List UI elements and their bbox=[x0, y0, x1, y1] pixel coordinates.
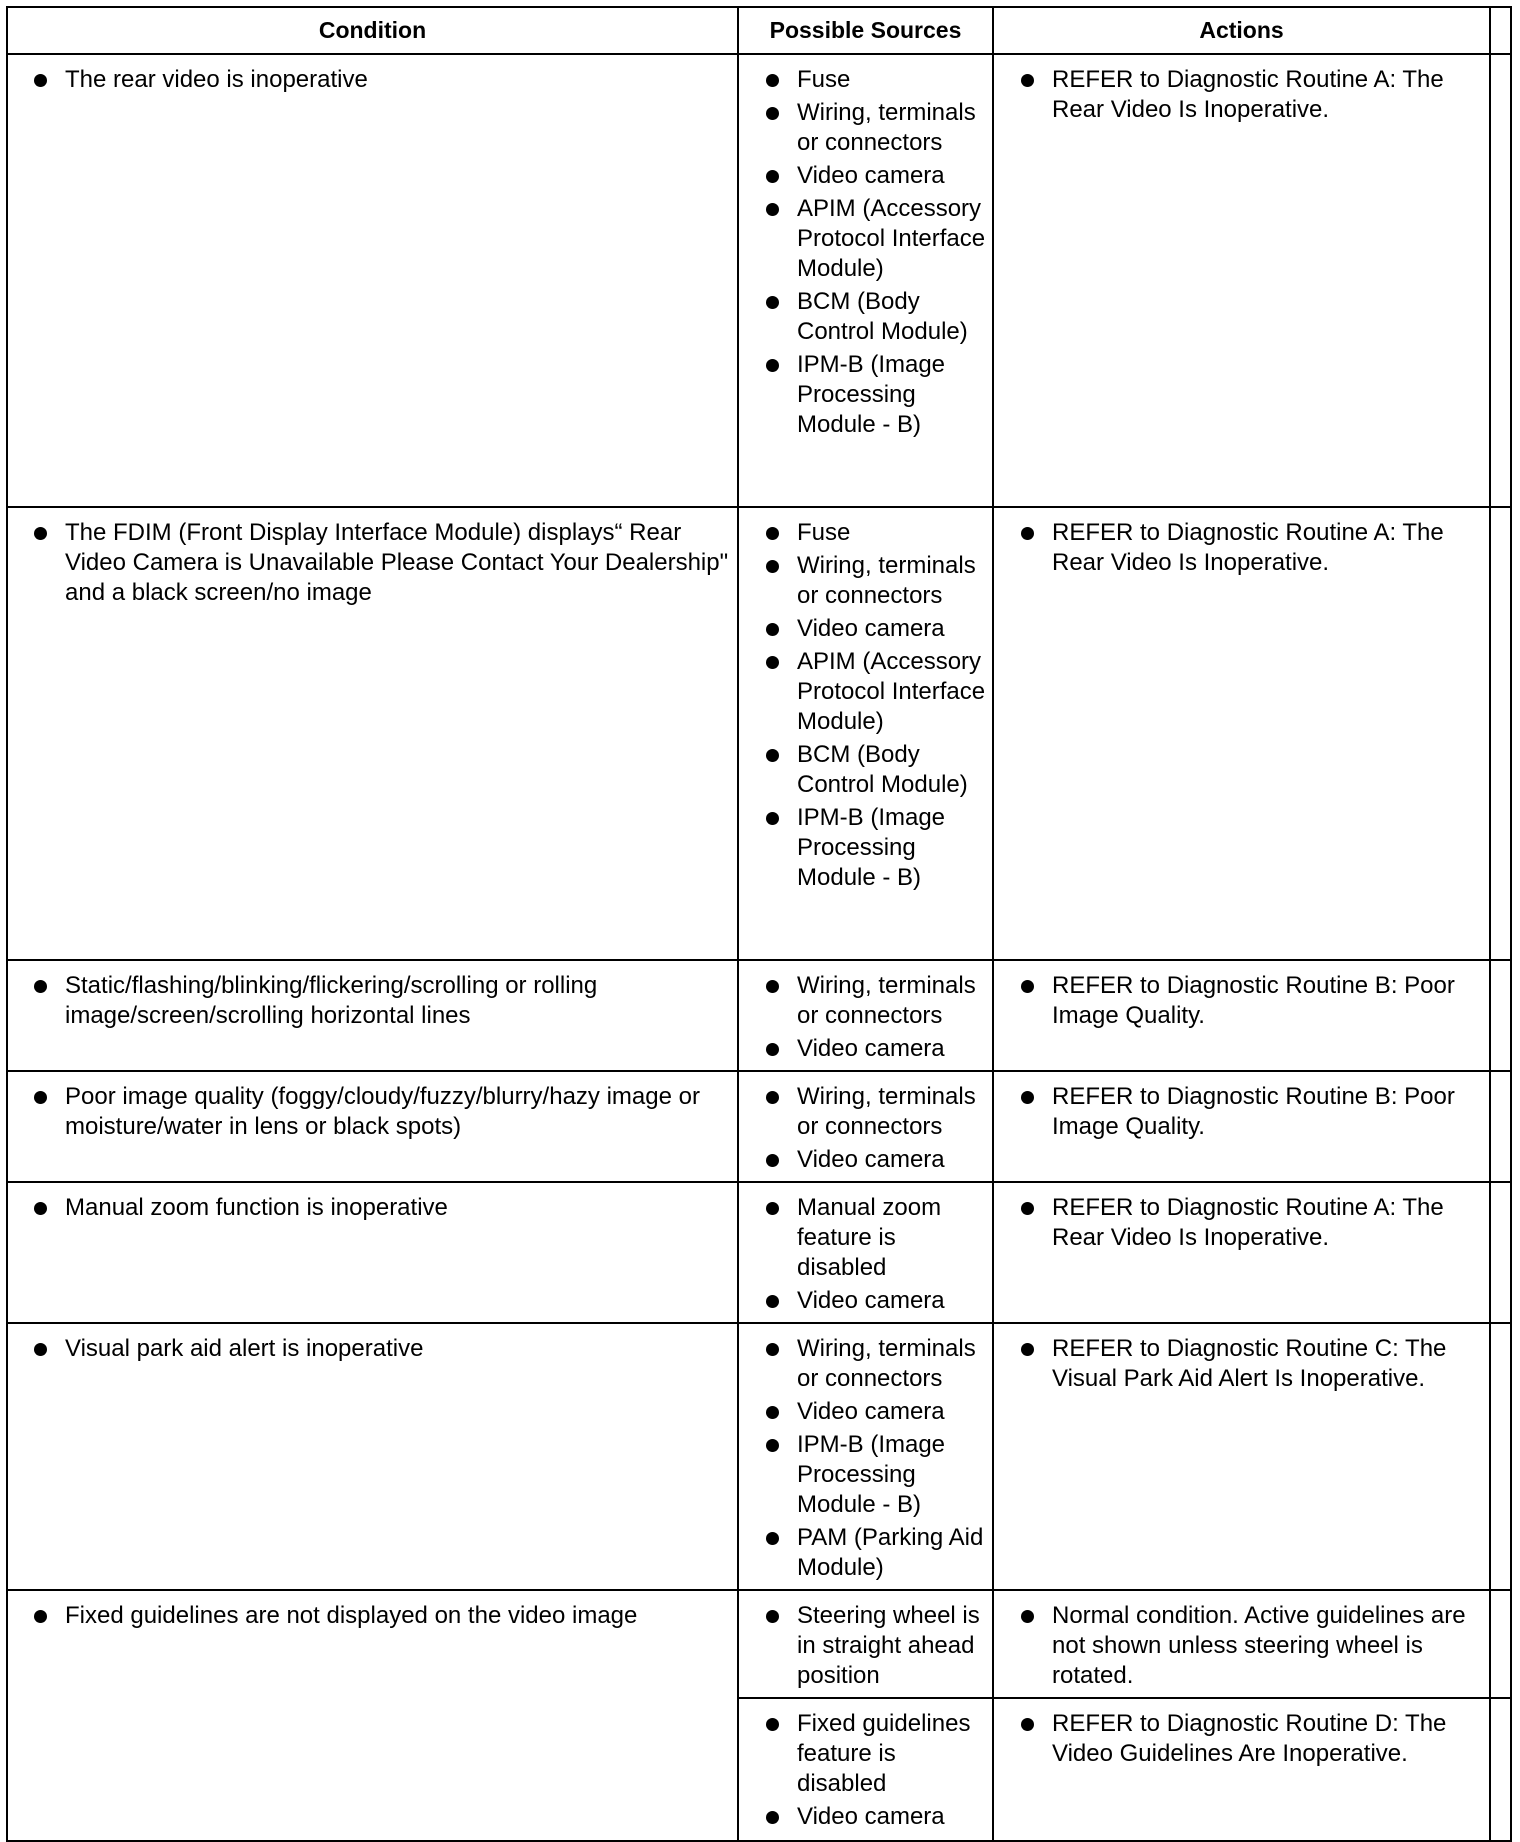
bullet-icon bbox=[766, 812, 779, 825]
item-text: Manual zoom feature is disabled bbox=[797, 1194, 942, 1281]
list-item bbox=[994, 1193, 1489, 1253]
list-item bbox=[739, 803, 992, 893]
bullet-icon bbox=[766, 749, 779, 762]
header-actions: Actions bbox=[993, 7, 1490, 54]
extra-cell bbox=[1490, 1071, 1511, 1182]
list-item bbox=[994, 518, 1489, 578]
item-text: IPM-B (Image Processing Module - B) bbox=[797, 804, 946, 891]
table-row bbox=[7, 1590, 1511, 1698]
item-text: REFER to Diagnostic Routine C: The Visual Park Aid Alert Is Inoperative. bbox=[1052, 1335, 1447, 1392]
condition-cell bbox=[7, 1071, 738, 1182]
list-item bbox=[739, 1034, 992, 1064]
bullet-icon bbox=[766, 1718, 779, 1731]
table-row bbox=[7, 960, 1511, 1071]
extra-cell bbox=[1490, 1590, 1511, 1698]
list-item bbox=[739, 1286, 992, 1316]
bullet-icon bbox=[1021, 1091, 1034, 1104]
list-item bbox=[739, 518, 992, 548]
item-text: Fixed guidelines feature is disabled bbox=[797, 1710, 971, 1797]
list-item bbox=[8, 1193, 737, 1223]
item-text: BCM (Body Control Module) bbox=[797, 288, 968, 345]
condition-cell bbox=[7, 1323, 738, 1590]
list-item bbox=[739, 647, 992, 737]
condition-cell bbox=[7, 960, 738, 1071]
list-item bbox=[739, 1709, 992, 1799]
condition-cell bbox=[7, 1590, 738, 1841]
item-text: Video camera bbox=[797, 162, 945, 189]
item-text: BCM (Body Control Module) bbox=[797, 741, 968, 798]
action-cell bbox=[993, 1590, 1490, 1698]
bullet-icon bbox=[766, 359, 779, 372]
bullet-icon bbox=[766, 1091, 779, 1104]
list-item bbox=[8, 1601, 737, 1631]
list-item bbox=[739, 614, 992, 644]
action-cell bbox=[993, 1071, 1490, 1182]
sources-cell bbox=[738, 507, 993, 960]
item-text: Fixed guidelines are not displayed on the video image bbox=[65, 1602, 638, 1629]
table-row bbox=[7, 507, 1511, 960]
bullet-icon bbox=[766, 1295, 779, 1308]
bullet-icon bbox=[766, 203, 779, 216]
item-text: The FDIM (Front Display Interface Module) displays“ Rear Video Camera is Unavailable Please Contact Your Dealership" and a black screen/no image bbox=[65, 519, 729, 606]
action-cell bbox=[993, 1182, 1490, 1323]
item-text: The rear video is inoperative bbox=[65, 66, 368, 93]
bullet-icon bbox=[766, 74, 779, 87]
extra-cell bbox=[1490, 54, 1511, 507]
item-text: Fuse bbox=[797, 66, 851, 93]
bullet-icon bbox=[766, 1202, 779, 1215]
sources-cell bbox=[738, 1182, 993, 1323]
list-item bbox=[994, 1082, 1489, 1142]
item-text: PAM (Parking Aid Module) bbox=[797, 1524, 984, 1581]
list-item bbox=[8, 1082, 737, 1142]
table-row bbox=[7, 1071, 1511, 1182]
bullet-icon bbox=[766, 1811, 779, 1824]
list-item bbox=[739, 194, 992, 284]
list-item bbox=[8, 65, 737, 95]
item-text: Manual zoom function is inoperative bbox=[65, 1194, 448, 1221]
bullet-icon bbox=[766, 980, 779, 993]
bullet-icon bbox=[34, 1610, 47, 1623]
list-item bbox=[739, 1601, 992, 1691]
sources-cell bbox=[738, 1323, 993, 1590]
bullet-icon bbox=[34, 980, 47, 993]
bullet-icon bbox=[766, 1406, 779, 1419]
extra-cell bbox=[1490, 507, 1511, 960]
list-item bbox=[739, 971, 992, 1031]
bullet-icon bbox=[34, 74, 47, 87]
item-text: Wiring, terminals or connectors bbox=[797, 972, 976, 1029]
list-item bbox=[739, 1193, 992, 1283]
bullet-icon bbox=[766, 623, 779, 636]
list-item bbox=[739, 1523, 992, 1583]
bullet-icon bbox=[34, 527, 47, 540]
action-cell bbox=[993, 507, 1490, 960]
list-item bbox=[994, 1709, 1489, 1769]
action-cell bbox=[993, 54, 1490, 507]
bullet-icon bbox=[1021, 1343, 1034, 1356]
action-cell bbox=[993, 1698, 1490, 1841]
extra-cell bbox=[1490, 1182, 1511, 1323]
list-item bbox=[8, 518, 737, 608]
item-text: REFER to Diagnostic Routine A: The Rear Video Is Inoperative. bbox=[1052, 519, 1444, 576]
header-extra-column bbox=[1490, 7, 1511, 54]
list-item bbox=[739, 350, 992, 440]
list-item bbox=[739, 65, 992, 95]
bullet-icon bbox=[766, 560, 779, 573]
condition-cell bbox=[7, 1182, 738, 1323]
header-sources: Possible Sources bbox=[738, 7, 993, 54]
list-item bbox=[739, 551, 992, 611]
list-item bbox=[739, 161, 992, 191]
bullet-icon bbox=[766, 1154, 779, 1167]
table-row bbox=[7, 1182, 1511, 1323]
item-text: Video camera bbox=[797, 1035, 945, 1062]
bullet-icon bbox=[766, 656, 779, 669]
bullet-icon bbox=[766, 1343, 779, 1356]
condition-cell bbox=[7, 54, 738, 507]
bullet-icon bbox=[766, 527, 779, 540]
extra-cell bbox=[1490, 960, 1511, 1071]
list-item bbox=[739, 98, 992, 158]
list-item bbox=[739, 1082, 992, 1142]
item-text: REFER to Diagnostic Routine B: Poor Image Quality. bbox=[1052, 1083, 1455, 1140]
item-text: Steering wheel is in straight ahead position bbox=[797, 1602, 980, 1689]
item-text: Video camera bbox=[797, 1398, 945, 1425]
bullet-icon bbox=[34, 1343, 47, 1356]
item-text: Wiring, terminals or connectors bbox=[797, 552, 976, 609]
bullet-icon bbox=[1021, 1202, 1034, 1215]
list-item bbox=[994, 1334, 1489, 1394]
bullet-icon bbox=[766, 1532, 779, 1545]
list-item bbox=[739, 1430, 992, 1520]
item-text: IPM-B (Image Processing Module - B) bbox=[797, 1431, 946, 1518]
list-item bbox=[739, 1334, 992, 1394]
sources-cell bbox=[738, 1698, 993, 1841]
sources-cell bbox=[738, 960, 993, 1071]
bullet-icon bbox=[1021, 527, 1034, 540]
bullet-icon bbox=[766, 296, 779, 309]
list-item bbox=[739, 1145, 992, 1175]
item-text: Wiring, terminals or connectors bbox=[797, 1335, 976, 1392]
item-text: Wiring, terminals or connectors bbox=[797, 1083, 976, 1140]
item-text: IPM-B (Image Processing Module - B) bbox=[797, 351, 946, 438]
list-item bbox=[994, 65, 1489, 125]
table-row bbox=[7, 1323, 1511, 1590]
bullet-icon bbox=[1021, 980, 1034, 993]
item-text: Visual park aid alert is inoperative bbox=[65, 1335, 424, 1362]
action-cell bbox=[993, 1323, 1490, 1590]
bullet-icon bbox=[1021, 1718, 1034, 1731]
item-text: Video camera bbox=[797, 615, 945, 642]
bullet-icon bbox=[766, 1439, 779, 1452]
list-item bbox=[8, 971, 737, 1031]
list-item bbox=[994, 1601, 1489, 1691]
bullet-icon bbox=[34, 1202, 47, 1215]
list-item bbox=[994, 971, 1489, 1031]
item-text: REFER to Diagnostic Routine A: The Rear Video Is Inoperative. bbox=[1052, 66, 1444, 123]
table-row bbox=[7, 54, 1511, 507]
item-text: Video camera bbox=[797, 1287, 945, 1314]
item-text: REFER to Diagnostic Routine D: The Video Guidelines Are Inoperative. bbox=[1052, 1710, 1447, 1767]
sources-cell bbox=[738, 1590, 993, 1698]
bullet-icon bbox=[1021, 1610, 1034, 1623]
bullet-icon bbox=[1021, 74, 1034, 87]
item-text: Normal condition. Active guidelines are not shown unless steering wheel is rotated. bbox=[1052, 1602, 1466, 1689]
list-item bbox=[739, 1397, 992, 1427]
header-condition: Condition bbox=[7, 7, 738, 54]
item-text: Video camera bbox=[797, 1146, 945, 1173]
item-text: APIM (Accessory Protocol Interface Module) bbox=[797, 195, 986, 282]
item-text: REFER to Diagnostic Routine A: The Rear Video Is Inoperative. bbox=[1052, 1194, 1444, 1251]
diagnostic-table bbox=[6, 6, 1512, 1842]
extra-cell bbox=[1490, 1323, 1511, 1590]
sources-cell bbox=[738, 1071, 993, 1182]
extra-cell bbox=[1490, 1698, 1511, 1841]
list-item bbox=[739, 287, 992, 347]
action-cell bbox=[993, 960, 1490, 1071]
bullet-icon bbox=[766, 1610, 779, 1623]
item-text: REFER to Diagnostic Routine B: Poor Image Quality. bbox=[1052, 972, 1455, 1029]
table-body bbox=[7, 54, 1511, 1841]
bullet-icon bbox=[766, 107, 779, 120]
list-item bbox=[739, 740, 992, 800]
bullet-icon bbox=[766, 170, 779, 183]
item-text: APIM (Accessory Protocol Interface Module) bbox=[797, 648, 986, 735]
list-item bbox=[8, 1334, 737, 1364]
header-row bbox=[7, 7, 1511, 54]
item-text: Video camera bbox=[797, 1803, 945, 1830]
list-item bbox=[739, 1802, 992, 1832]
bullet-icon bbox=[766, 1043, 779, 1056]
item-text: Fuse bbox=[797, 519, 851, 546]
item-text: Static/flashing/blinking/flickering/scrolling or rolling image/screen/scrolling horizontal lines bbox=[65, 972, 598, 1029]
sources-cell bbox=[738, 54, 993, 507]
condition-cell bbox=[7, 507, 738, 960]
item-text: Poor image quality (foggy/cloudy/fuzzy/blurry/hazy image or moisture/water in lens or black spots) bbox=[65, 1083, 700, 1140]
item-text: Wiring, terminals or connectors bbox=[797, 99, 976, 156]
bullet-icon bbox=[34, 1091, 47, 1104]
